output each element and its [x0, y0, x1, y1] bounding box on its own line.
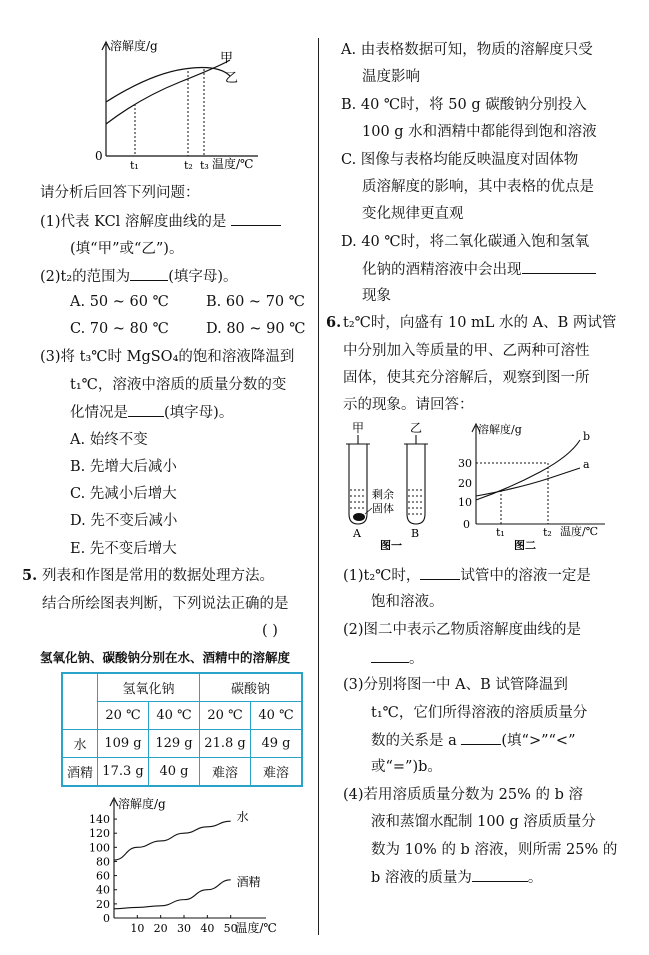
q5-opt-a-l2: 温度影响	[362, 69, 420, 85]
col-temp: 20 ℃	[98, 702, 149, 730]
graph1-xlabel: 温度/℃	[212, 157, 254, 171]
curve-yi	[106, 68, 230, 102]
q3-opt-d: D. 先不变后减小	[70, 513, 178, 529]
tick-t3: t₃	[200, 159, 209, 172]
q3-line1: (3)将 t₃℃时 MgSO₄的饱和溶液降温到	[40, 349, 295, 365]
q6-sub4-line1: (4)若用溶质质量分数为 25% 的 b 溶	[343, 787, 583, 803]
figure-1-caption: 图一	[380, 539, 402, 550]
solubility-chart	[80, 792, 280, 940]
y-tick-label: 20	[96, 897, 110, 911]
table-cell: 21.8 g	[200, 730, 251, 758]
q6-sub3-line2: t₁℃，它们所得溶液的溶质质量分	[371, 705, 588, 721]
q1-line1: (1)代表 KCl 溶解度曲线的是	[40, 211, 281, 232]
series-line-water	[114, 821, 231, 860]
table-row	[62, 730, 302, 758]
q5-opt-d-l2: 化钠的酒精溶液中会出现	[362, 259, 596, 280]
table-corner	[62, 673, 98, 730]
col-temp: 40 ℃	[149, 702, 200, 730]
q5-opt-a-l1: A. 由表格数据可知，物质的溶解度只受	[341, 42, 593, 58]
fig2-y10: 10	[458, 496, 472, 509]
q6-sub2-line1: (2)图二中表示乙物质溶解度曲线的是	[343, 622, 582, 638]
q5-line1: 列表和作图是常用的数据处理方法。	[42, 568, 274, 584]
q5-opt-d-l3: 现象	[362, 288, 391, 304]
q6-line2: 中分别加入等质量的甲、乙两种可溶性	[343, 343, 590, 359]
tube-b	[407, 444, 425, 524]
q1-blank[interactable]	[231, 211, 281, 226]
q5-opt-b-l2: 100 g 水和酒精中都能得到饱和溶液	[362, 124, 597, 140]
series-line-alcohol	[114, 880, 231, 909]
tube-label-jia: 甲	[352, 421, 365, 435]
q6-number: 6.	[326, 314, 342, 331]
residual-label-2: 固体	[372, 502, 394, 515]
fig2-y0: 0	[463, 518, 470, 531]
table-cell: 109 g	[98, 730, 149, 758]
tube-label-yi: 乙	[410, 421, 423, 435]
table-cell: 难溶	[200, 758, 251, 787]
q6-sub3-blank[interactable]	[461, 730, 501, 745]
y-tick-label: 60	[96, 869, 110, 883]
q5-opt-d-l1: D. 40 ℃时，将二氧化碳通入饱和氢氧	[341, 234, 590, 250]
q2-blank[interactable]	[130, 266, 168, 281]
q2-opt-c: C. 70 ~ 80 ℃	[70, 321, 169, 337]
q5-number: 5.	[22, 567, 38, 584]
q6-sub3-line4: 或“=”)b。	[371, 759, 442, 775]
x-tick-label: 40	[200, 922, 215, 935]
tick-t2: t₂	[184, 159, 193, 172]
q2-stem: (2)t₂的范围为 (填字母)。	[40, 266, 238, 287]
series-label: 水	[236, 810, 249, 825]
column-divider	[318, 38, 319, 935]
y-tick-label: 80	[96, 855, 110, 869]
q3-blank[interactable]	[128, 402, 164, 417]
graph-jia-yi	[80, 36, 270, 176]
q5-opt-b-l1: B. 40 ℃时，将 50 g 碳酸钠分别投入	[341, 97, 587, 113]
curve-jia	[106, 60, 230, 124]
series-label: 酒精	[236, 874, 261, 889]
row-label: 酒精	[62, 758, 98, 787]
curve-b	[476, 440, 580, 500]
y-tick-label: 140	[89, 813, 110, 827]
fig2-ylabel: 溶解度/g	[478, 423, 522, 436]
x-tick-label: 50	[223, 922, 238, 935]
table-caption: 氢氧化钠、碳酸钠分别在水、酒精中的溶解度	[40, 650, 291, 665]
graph1-origin: 0	[95, 149, 103, 163]
col-naoh: 氢氧化钠	[98, 673, 200, 702]
table-cell: 17.3 g	[98, 758, 149, 787]
table-cell: 40 g	[149, 758, 200, 787]
figure-2-curves	[450, 420, 615, 550]
fig2-y30: 30	[458, 457, 472, 470]
label-yi: 乙	[225, 71, 239, 86]
q6-sub2-line2: 。	[371, 648, 424, 669]
table-cell: 49 g	[251, 730, 303, 758]
table-cell: 129 g	[149, 730, 200, 758]
fig2-t2: t₂	[543, 526, 552, 539]
q5-line2: 结合所绘图表判断，下列说法正确的是	[42, 596, 289, 612]
q6-sub1-line2: 饱和溶液。	[371, 594, 444, 610]
q6-sub1-blank[interactable]	[420, 565, 460, 580]
figure-2-caption: 图二	[514, 539, 536, 550]
x-tick-label: 30	[177, 922, 191, 935]
q6-sub4-line4: b 溶液的质量为 。	[371, 867, 542, 888]
fig2-t1: t₁	[496, 526, 505, 539]
label-jia: 甲	[220, 51, 234, 66]
fig2-label-a: a	[583, 458, 590, 471]
q6-sub3-line1: (3)分别将图一中 A、B 试管降温到	[343, 677, 568, 693]
fig2-y20: 20	[458, 477, 472, 490]
fig2-xlabel: 温度/℃	[560, 525, 599, 538]
tick-t1: t₁	[130, 159, 139, 172]
col-na2co3: 碳酸钠	[200, 673, 303, 702]
q5-answer-paren[interactable]: ( )	[262, 623, 278, 639]
q6-sub4-blank[interactable]	[472, 867, 528, 882]
q1-line2: (填“甲”或“乙”)。	[70, 241, 184, 257]
col-temp: 40 ℃	[251, 702, 303, 730]
q6-line3: 固体，使其充分溶解后，观察到图一所	[343, 370, 590, 386]
row-label: 水	[62, 730, 98, 758]
table-cell: 难溶	[251, 758, 303, 787]
q5-d-blank[interactable]	[522, 259, 596, 274]
tube-letter-b: B	[411, 527, 420, 540]
q2-opt-d: D. 80 ~ 90 ℃	[206, 321, 306, 337]
q3-line2: t₁℃，溶液中溶质的质量分数的变	[70, 377, 287, 393]
q6-sub3-line3: 数的关系是 a (填“>”“<”	[371, 730, 575, 751]
q6-line4: 示的现象。请回答：	[343, 397, 474, 413]
fig2-label-b: b	[583, 430, 591, 443]
q6-sub4-line2: 液和蒸馏水配制 100 g 溶质质量分	[371, 814, 596, 830]
q6-sub1-line1: (1)t₂℃时， 试管中的溶液一定是	[343, 565, 591, 586]
curve-a	[476, 468, 580, 496]
residual-label-1: 剩余	[372, 488, 394, 501]
chart-ylabel: 溶解度/g	[118, 797, 166, 811]
x-tick-label: 20	[153, 922, 168, 935]
q6-line1: t₂℃时，向盛有 10 mL 水的 A、B 两试管	[343, 315, 617, 331]
q5-opt-c-l3: 变化规律更直观	[362, 206, 464, 222]
q3-opt-c: C. 先减小后增大	[70, 486, 177, 502]
tube-letter-a: A	[353, 527, 361, 540]
solubility-table	[61, 672, 303, 787]
chart-xlabel: 温度/℃	[235, 921, 277, 935]
q5-opt-c-l2: 质溶解度的影响，其中表格的优点是	[362, 179, 594, 195]
table-row	[62, 758, 302, 787]
graph1-ylabel: 溶解度/g	[110, 39, 158, 53]
y-tick-label: 120	[89, 827, 110, 841]
y-tick-label: 40	[96, 883, 110, 897]
q3-opt-a: A. 始终不变	[70, 432, 148, 448]
q3-opt-b: B. 先增大后减小	[70, 459, 177, 475]
col-temp: 20 ℃	[200, 702, 251, 730]
q5-opt-c-l1: C. 图像与表格均能反映温度对固体物	[341, 152, 579, 168]
residual-solid	[353, 513, 365, 521]
q2-opt-b: B. 60 ~ 70 ℃	[206, 294, 305, 310]
y-tick-label: 100	[89, 841, 110, 855]
q3-opt-e: E. 先不变后增大	[70, 541, 177, 557]
x-tick-label: 10	[130, 922, 145, 935]
y-tick-label: 0	[103, 912, 110, 925]
q2-opt-a: A. 50 ~ 60 ℃	[70, 294, 169, 310]
q3-line3: 化情况是 (填字母)。	[70, 402, 233, 423]
q6-sub2-blank[interactable]	[371, 648, 409, 663]
intro: 请分析后回答下列问题：	[40, 185, 200, 201]
q6-sub4-line3: 数为 10% 的 b 溶液，则所需 25% 的	[371, 842, 618, 858]
figure-1-test-tubes	[338, 420, 450, 550]
tube-a	[349, 444, 367, 524]
